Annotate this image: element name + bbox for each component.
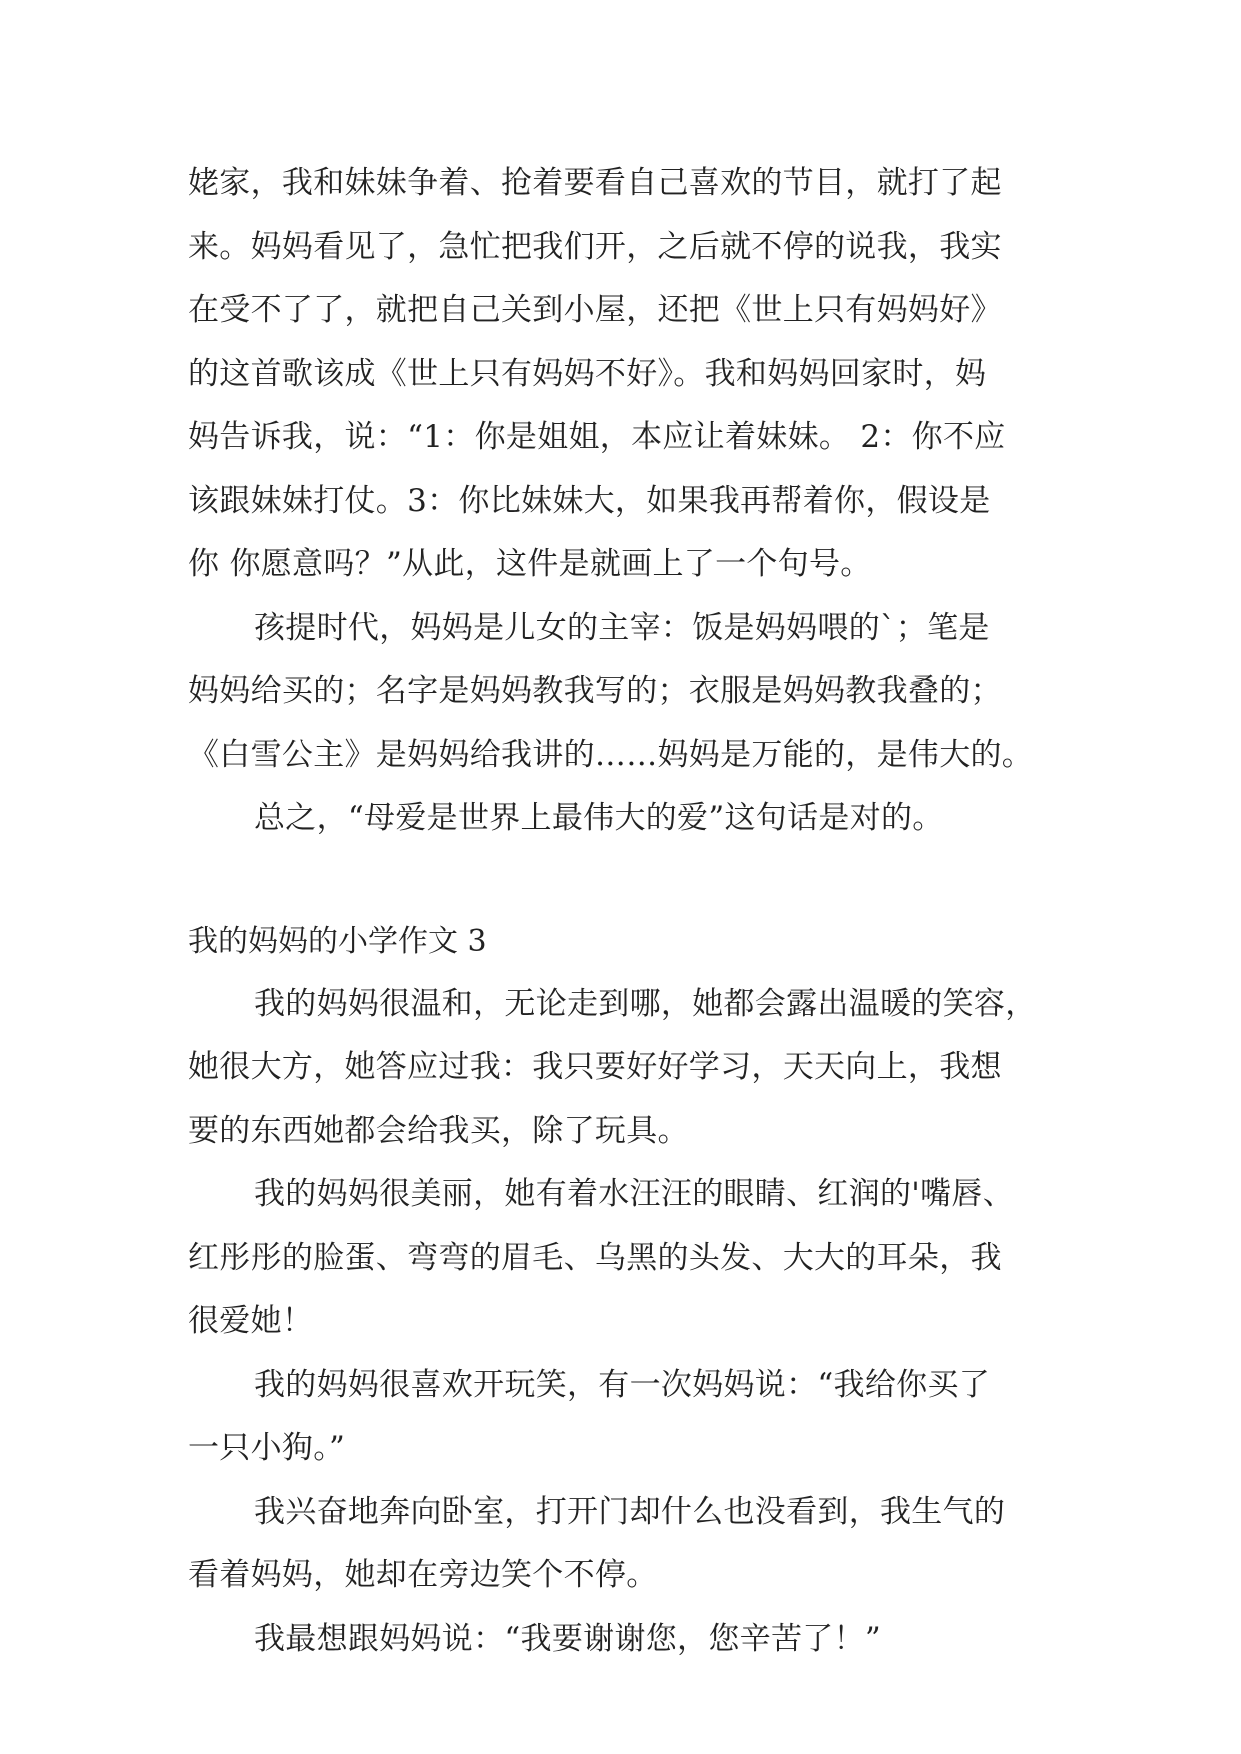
- essay-title: 我的妈妈的小学作文 3: [188, 923, 487, 959]
- paragraph: [188, 973, 1073, 1164]
- text-line: 来。妈妈看见了，急忙把我们开，之后就不停的说我，我实: [188, 228, 1002, 265]
- essay-section-3: [188, 910, 1073, 1672]
- text-line: 在受不了了，就把自己关到小屋，还把《世上只有妈妈好》: [188, 292, 1002, 328]
- document-page: [188, 152, 1073, 1671]
- text-line: 姥家，我和妹妹争着、抢着要看自己喜欢的节目，就打了起: [188, 165, 1002, 201]
- text-line: 很爱她！: [188, 1303, 314, 1339]
- paragraph: [188, 597, 1073, 788]
- paragraph: [188, 787, 1073, 851]
- essay-section-continued: [188, 152, 1073, 851]
- text-line: 该跟妹妹打仗。3：你比妹妹大，如果我再帮着你，假设是: [188, 482, 991, 519]
- essay-body: [188, 973, 1073, 1672]
- text-line: 的这首歌该成《世上只有妈妈不好》。我和妈妈回家时，妈: [188, 355, 987, 392]
- paragraph: [188, 152, 1073, 597]
- text-line: 要的东西她都会给我买，除了玩具。: [188, 1112, 689, 1149]
- text-line: 看着妈妈，她却在旁边笑个不停。: [188, 1557, 658, 1593]
- text-line: 一只小狗。”: [188, 1430, 346, 1466]
- text-line: 妈告诉我，说：“1：你是姐姐，本应让着妹妹。 2：你不应: [188, 419, 1006, 455]
- section-gap: [188, 851, 1073, 910]
- text-line: 她很大方，她答应过我：我只要好好学习，天天向上，我想: [188, 1049, 1002, 1085]
- paragraph: [188, 1481, 1073, 1608]
- paragraph: [188, 1354, 1073, 1481]
- text-line: 妈妈给买的；名字是妈妈教我写的；衣服是妈妈教我叠的；: [188, 673, 1002, 709]
- text-line: 红彤彤的脸蛋、弯弯的眉毛、乌黑的头发、大大的耳朵，我: [188, 1239, 1002, 1276]
- paragraph: [188, 1163, 1073, 1354]
- text-line: 我的妈妈很美丽，她有着水汪汪的眼睛、红润的'嘴唇、: [254, 1176, 1015, 1212]
- text-line: 我的妈妈很喜欢开玩笑，有一次妈妈说：“我给你买了: [254, 1366, 991, 1403]
- text-line: 总之，“母爱是世界上最伟大的爱”这句话是对的。: [254, 800, 944, 836]
- text-line: 孩提时代，妈妈是儿女的主宰：饭是妈妈喂的`；笔是: [254, 609, 990, 646]
- text-line: 我最想跟妈妈说：“我要谢谢您，您辛苦了！”: [254, 1620, 881, 1657]
- text-line: 我兴奋地奔向卧室，打开门却什么也没看到，我生气的: [254, 1493, 1006, 1530]
- text-line: 《白雪公主》是妈妈给我讲的……妈妈是万能的，是伟大的。: [188, 736, 1034, 773]
- text-line: 你 你愿意吗？”从此，这件是就画上了一个句号。: [188, 546, 872, 582]
- text-line: 我的妈妈很温和，无论走到哪，她都会露出温暖的笑容，: [254, 985, 1037, 1022]
- paragraph: [188, 1608, 1073, 1672]
